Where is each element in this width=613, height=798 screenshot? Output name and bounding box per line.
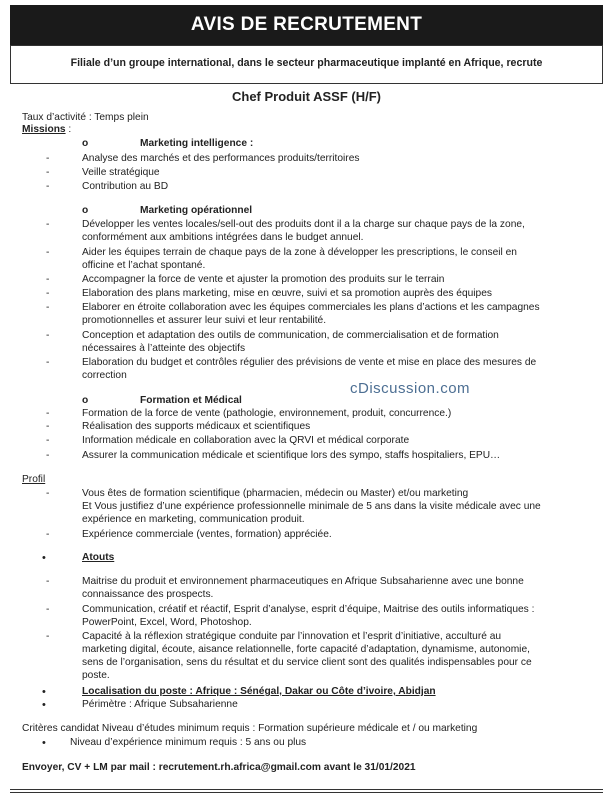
list-item: Veille stratégique xyxy=(82,167,160,178)
list-item: Accompagner la force de vente et ajuster la promotion des produits sur le terrain xyxy=(82,274,445,285)
list-item: Expérience commerciale (ventes, formation) appréciée. xyxy=(82,529,332,540)
section-heading-marketing-intelligence: Marketing intelligence : xyxy=(140,138,254,149)
list-item: Maitrise du produit et environnement pharmaceutiques en Afrique Subsaharienne avec une bonne xyxy=(82,576,524,587)
list-item: Analyse des marchés et des performances produits/territoires xyxy=(82,153,360,164)
frame-border xyxy=(10,792,603,793)
bullet-o: o xyxy=(82,205,89,216)
bullet-dot: • xyxy=(42,686,46,698)
dash: - xyxy=(46,181,50,192)
list-item-continuation: expérience en marketing, communication produit. xyxy=(82,514,305,525)
job-title: Chef Produit ASSF (H/F) xyxy=(231,89,381,104)
dash: - xyxy=(46,450,50,461)
bullet-dot: • xyxy=(42,737,46,749)
dash: - xyxy=(46,288,50,299)
dash: - xyxy=(46,330,50,341)
list-item: Elaboration du budget et contrôles régulier des prévisions de vente et mise en place des mesures de xyxy=(82,357,537,368)
list-item: Information médicale en collaboration avec la QRVI et médical corporate xyxy=(82,435,410,446)
list-item-continuation: sens de l’organisation, sens du résultat et du service client sont des qualités indispensables pour ce xyxy=(82,657,532,668)
dash: - xyxy=(46,247,50,258)
dash: - xyxy=(46,576,50,587)
list-item-continuation: connaissance des prospects. xyxy=(82,589,214,600)
section-heading-formation-medical: Formation et Médical xyxy=(140,395,242,406)
niveau-experience: Niveau d’expérience minimum requis : 5 ans ou plus xyxy=(70,737,307,748)
page-title: AVIS DE RECRUTEMENT xyxy=(10,5,603,45)
list-item-continuation: promotionnelles et assurer leur suivi et leur rentabilité. xyxy=(82,315,327,326)
list-item-continuation: Et Vous justifiez d’une expérience professionnelle minimale de 5 ans dans la visite médicale avec une xyxy=(82,501,541,512)
frame-border xyxy=(10,83,603,84)
perimetre: Périmètre : Afrique Subsaharienne xyxy=(82,699,238,710)
dash: - xyxy=(46,274,50,285)
watermark: cDiscussion.com xyxy=(350,380,471,397)
bullet-dot: • xyxy=(42,699,46,711)
dash: - xyxy=(46,631,50,642)
list-item: Assurer la communication médicale et scientifique lors des sympo, staffs hospitaliers, EPU… xyxy=(82,450,501,461)
list-item: Développer les ventes locales/sell-out des produits dont il a la charge sur chaque pays de la zone, xyxy=(82,219,525,230)
list-item-continuation: PowerPoint, Excel, Word, Photoshop. xyxy=(82,617,252,628)
list-item: Réalisation des supports médicaux et scientifiques xyxy=(82,421,311,432)
list-item-continuation: correction xyxy=(82,370,127,381)
bullet-o: o xyxy=(82,395,89,406)
list-item: Elaboration des plans marketing, mise en œuvre, suivi et sa promotion auprès des équipes xyxy=(82,288,492,299)
dash: - xyxy=(46,153,50,164)
frame-border xyxy=(10,45,603,46)
list-item: Formation de la force de vente (pathologie, environnement, produit, concurrence.) xyxy=(82,408,452,419)
list-item-continuation: poste. xyxy=(82,670,110,681)
dash: - xyxy=(46,488,50,499)
list-item-continuation: officine et l’achat spontané. xyxy=(82,260,206,271)
dash: - xyxy=(46,408,50,419)
section-heading-marketing-operationnel: Marketing opérationnel xyxy=(140,205,253,216)
list-item: Vous êtes de formation scientifique (pharmacien, médecin ou Master) et/ou marketing xyxy=(82,488,469,499)
list-item: Aider les équipes terrain de chaque pays de la zone à développer les prescriptions, le conseil en xyxy=(82,247,517,258)
list-item: Elaborer en étroite collaboration avec les équipes commerciales les plans d’actions et les campagnes xyxy=(82,302,540,313)
dash: - xyxy=(46,357,50,368)
missions-colon: : xyxy=(65,124,72,135)
missions-heading-line xyxy=(22,124,71,136)
dash: - xyxy=(46,529,50,540)
list-item: Communication, créatif et réactif, Esprit d’analyse, esprit d’équipe, Maitrise des outils informatiques : xyxy=(82,604,535,615)
list-item: Contribution au BD xyxy=(82,181,169,192)
contact-line: Envoyer, CV + LM par mail : recrutement.rh.africa@gmail.com avant le 31/01/2021 xyxy=(22,762,416,773)
profil-heading: Profil xyxy=(22,474,46,485)
dash: - xyxy=(46,435,50,446)
dash: - xyxy=(46,219,50,230)
frame-border xyxy=(10,789,603,790)
list-item: Conception et adaptation des outils de communication, de commercialisation et de formation xyxy=(82,330,499,341)
list-item-continuation: nécessaires à l’atteinte des objectifs xyxy=(82,343,246,354)
bullet-o: o xyxy=(82,138,89,149)
list-item-continuation: conformément aux ambitions intégrées dans le budget annuel. xyxy=(82,232,364,243)
taux-activite: Taux d’activité : Temps plein xyxy=(22,112,149,123)
bullet-dot: • xyxy=(42,552,46,564)
criteres: Critères candidat Niveau d’études minimum requis : Formation supérieure médicale et / ou marketing xyxy=(22,723,478,734)
dash: - xyxy=(46,302,50,313)
list-item-continuation: marketing digital, écoute, aisance relationnelle, forte capacité d’adaptation, dynamisme, autonomie, xyxy=(82,644,530,655)
atouts-heading: Atouts xyxy=(82,552,115,563)
missions-heading: Missions xyxy=(22,124,66,135)
localisation: Localisation du poste : Afrique : Sénégal, Dakar ou Côte d’ivoire, Abidjan xyxy=(82,686,436,697)
list-item: Capacité à la réflexion stratégique conduite par l’innovation et l’esprit d’initiative, acculturé au xyxy=(82,631,502,642)
dash: - xyxy=(46,421,50,432)
dash: - xyxy=(46,604,50,615)
subtitle: Filiale d’un groupe international, dans le secteur pharmaceutique implanté en Afrique, recrute xyxy=(70,57,543,69)
dash: - xyxy=(46,167,50,178)
